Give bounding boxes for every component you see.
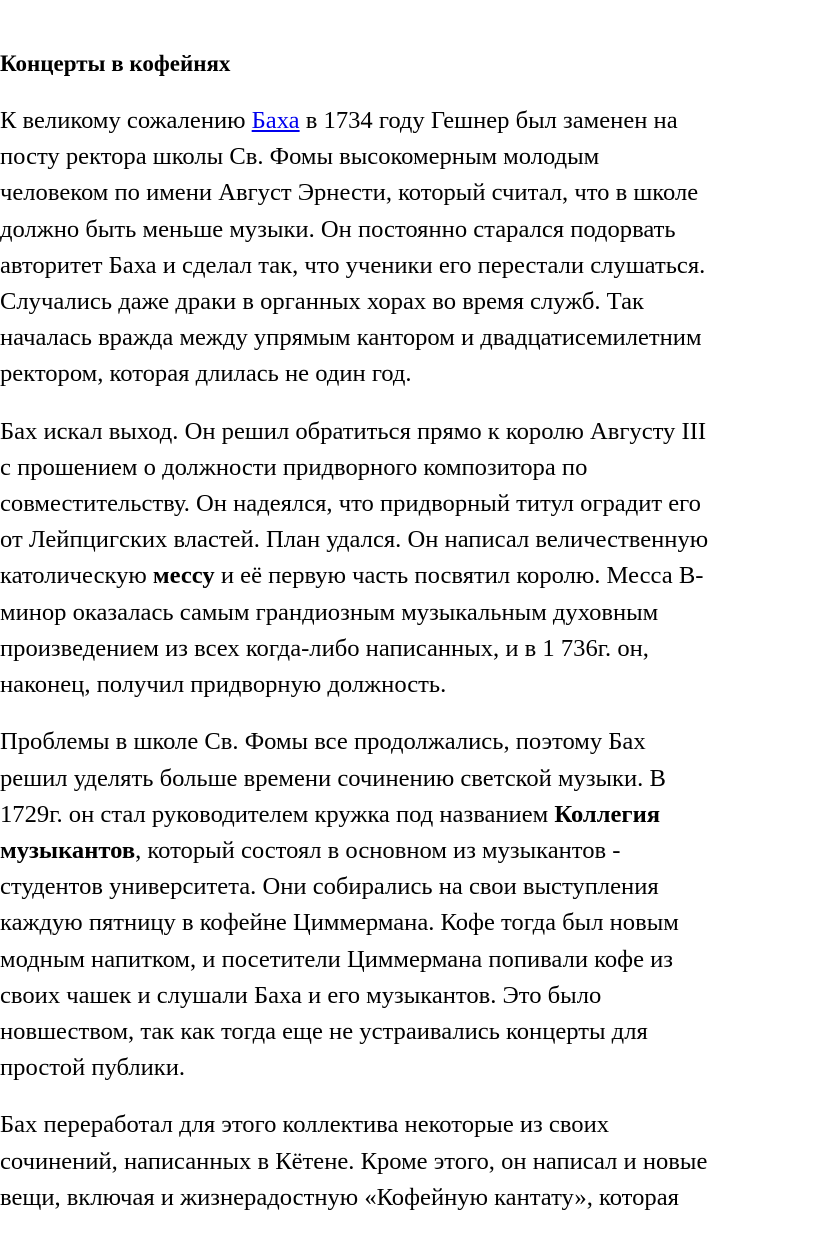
text-line: посту ректора школы Св. Фомы высокомерным молодым [0,143,600,171]
text-line: своих чашек и слушали Баха и его музыкантов. Это было [0,981,602,1009]
text-line: авторитет Баха и сделал так, что ученики его перестали слушаться. [0,251,706,279]
text-line: студентов университета. Они собирались на свои выступления [0,873,659,901]
text-line: произведением из всех когда-либо написанных, и в 1 736г. он, [0,634,649,662]
text-line: должно быть меньше музыки. Он постоянно старался подорвать [0,215,676,243]
text-line: решил уделять больше времени сочинению светской музыки. В [0,764,666,792]
paragraph-1 [0,103,814,393]
text-line: совместительству. Он надеялся, что придворный титул оградит его [0,490,701,518]
text-line: Случались даже драки в органных хорах во время служб. Так [0,288,644,316]
bach-link[interactable]: Баха [251,107,300,135]
text-line: К великому сожалению Баха в 1734 году Гешнер был заменен на [0,107,678,135]
text-line: от Лейпцигских властей. План удался. Он написал величественную [0,526,709,554]
text-line: музыкантов, который состоял в основном из музыкантов - [0,836,621,864]
text-line: минор оказалась самым грандиозным музыкальным духовным [0,598,659,626]
text-line: модным напитком, и посетители Циммермана попивали кофе из [0,945,674,973]
text-line: каждую пятницу в кофейне Циммермана. Кофе тогда был новым [0,909,679,937]
text-line: новшеством, так как тогда еще не устраивались концерты для [0,1017,648,1045]
paragraph-4 [0,1107,814,1216]
bold-musicians: музыкантов [0,836,136,864]
text-line: 1729г. он стал руководителем кружка под названием Коллегия [0,800,661,828]
text-line: с прошением о должности придворного композитора по [0,453,588,481]
text-line: Бах переработал для этого коллектива некоторые из своих [0,1111,610,1139]
paragraph-3 [0,724,814,1086]
bold-mass: мессу [152,562,215,590]
text-line: вещи, включая и жизнерадостную «Кофейную кантату», которая [0,1183,679,1211]
text-line: сочинений, написанных в Кётене. Кроме этого, он написал и новые [0,1147,708,1175]
document-body [0,48,814,1237]
text-line: Проблемы в школе Св. Фомы все продолжались, поэтому Бах [0,728,646,756]
text-line: ректором, которая длилась не один год. [0,360,412,388]
text-line: простой публики. [0,1054,186,1082]
text-line: человеком по имени Август Эрнести, который считал, что в школе [0,179,699,207]
text-line: католическую мессу и её первую часть посвятил королю. Месса B- [0,562,704,590]
bold-collegium: Коллегия [554,800,661,828]
text-line: наконец, получил придворную должность. [0,671,447,699]
text-line: Бах искал выход. Он решил обратиться прямо к королю Августу III [0,417,707,445]
section-heading: Концерты в кофейнях [0,51,231,76]
text-line: началась вражда между упрямым кантором и двадцатисемилетним [0,324,702,352]
paragraph-2 [0,414,814,704]
